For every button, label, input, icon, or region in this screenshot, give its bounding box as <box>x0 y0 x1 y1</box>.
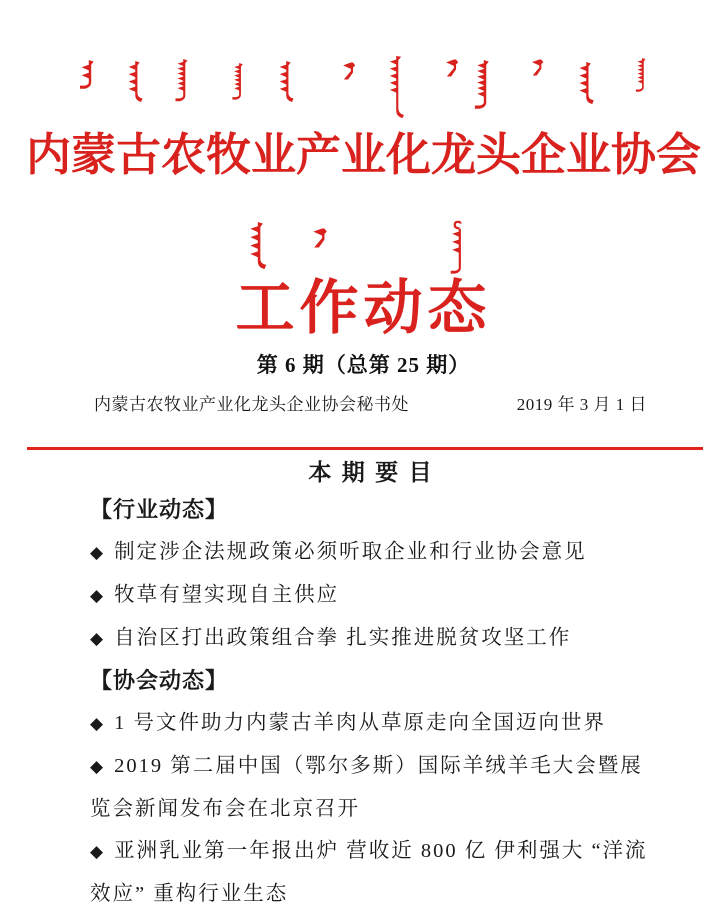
toc-item <box>90 702 652 745</box>
bullet-diamond-icon: ◆ <box>90 714 104 733</box>
mongolian-glyph-icon <box>341 61 358 81</box>
red-divider-rule <box>27 447 703 450</box>
toc-item-text: 牧草有望实现自主供应 <box>114 584 340 606</box>
toc-item-text: 1 号文件助力内蒙古羊肉从草原走向全国迈向世界 <box>114 712 606 734</box>
mongolian-glyph-icon <box>172 59 193 104</box>
bullet-diamond-icon: ◆ <box>90 757 104 776</box>
publisher-row <box>94 392 647 418</box>
mongolian-glyph-icon <box>311 226 330 250</box>
mongolian-glyph-icon <box>124 61 145 102</box>
mongolian-glyph-icon <box>385 56 406 118</box>
toc-item-text: 亚洲乳业第一年报出炉 营收近 800 亿 伊利强大 “洋流效应” 重构行业生态 <box>90 840 648 905</box>
mongolian-glyph-icon <box>444 58 461 78</box>
toc-item <box>90 617 652 660</box>
toc-item-text: 自治区打出政策组合拳 扎实推进脱贫攻坚工作 <box>114 627 572 649</box>
mongolian-glyph-icon <box>472 60 494 112</box>
toc-item-text: 制定涉企法规政策必须听取企业和行业协会意见 <box>114 541 587 563</box>
issue-number-line: 第 6 期（总第 25 期） <box>256 353 471 377</box>
mongolian-glyph-icon <box>575 62 596 104</box>
bullet-diamond-icon: ◆ <box>90 629 104 648</box>
bullet-diamond-icon: ◆ <box>90 842 104 861</box>
bulletin-title: 工作动态 <box>235 275 492 341</box>
publisher-name: 内蒙古农牧业产业化龙头企业协会秘书处 <box>94 395 409 414</box>
mongolian-glyph-icon <box>78 60 98 92</box>
toc-item <box>90 531 652 574</box>
section-title-industry: 【行业动态】 <box>90 497 229 522</box>
section-title-association: 【协会动态】 <box>90 668 229 693</box>
toc-heading: 本 期 要 目 <box>308 459 434 485</box>
publication-date: 2019 年 3 月 1 日 <box>516 395 647 414</box>
toc-item <box>90 830 652 915</box>
mongolian-glyph-icon <box>275 61 296 102</box>
mongolian-glyph-icon <box>530 58 546 77</box>
toc-item <box>90 745 652 830</box>
mongolian-glyph-icon <box>631 58 652 94</box>
mongolian-glyph-icon <box>446 220 470 278</box>
table-of-contents <box>90 455 652 915</box>
mongolian-glyph-icon <box>228 63 249 102</box>
organization-title: 内蒙古农牧业产业化龙头企业协会 <box>25 130 701 180</box>
toc-item-text: 2019 第二届中国（鄂尔多斯）国际羊绒羊毛大会暨展览会新闻发布会在北京召开 <box>90 755 643 820</box>
bullet-diamond-icon: ◆ <box>90 543 104 562</box>
mongolian-glyph-icon <box>246 222 268 269</box>
toc-item <box>90 574 652 617</box>
bullet-diamond-icon: ◆ <box>90 586 104 605</box>
